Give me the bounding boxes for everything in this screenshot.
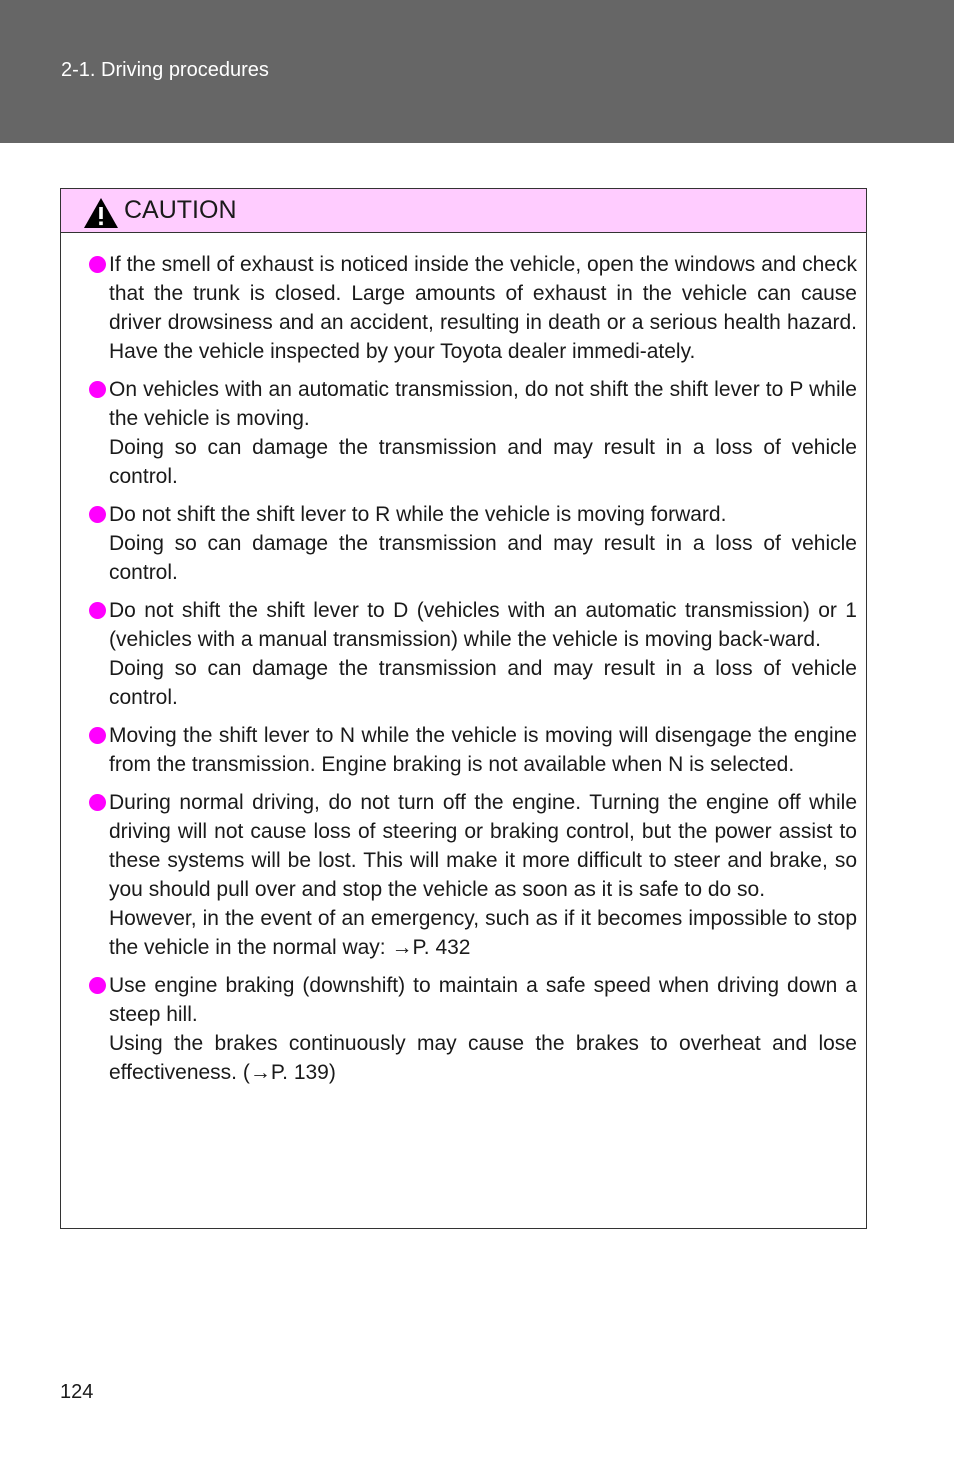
caution-list — [85, 250, 857, 1096]
caution-text: Using the brakes continuously may cause the brakes to overheat and lose effectiveness. (→P. 139) — [109, 1032, 857, 1084]
caution-item — [85, 788, 857, 962]
caution-item — [85, 375, 857, 491]
caution-text: Moving the shift lever to N while the vehicle is moving will disengage the engine from the transmission. Engine braking is not available when N is selected. — [109, 724, 857, 776]
caution-text: Use engine braking (downshift) to maintain a safe speed when driving down a steep hill. — [109, 974, 857, 1026]
bullet-dot-icon — [89, 381, 106, 398]
caution-text: Doing so can damage the transmission and may result in a loss of vehicle control. — [109, 657, 857, 709]
caution-item — [85, 971, 857, 1087]
caution-item — [85, 250, 857, 366]
caution-title: CAUTION — [124, 196, 237, 224]
bullet-dot-icon — [89, 256, 106, 273]
bullet-dot-icon — [89, 794, 106, 811]
caution-text: If the smell of exhaust is noticed inside the vehicle, open the windows and check that the trunk is closed. Large amounts of exhaust in the vehicle can cause driver drowsiness and an accident, resulting in death or a serious health hazard. Have the vehicle inspected by your Toyota dealer immedi-ately. — [109, 253, 857, 363]
caution-item — [85, 596, 857, 712]
page-number: 124 — [60, 1381, 94, 1403]
section-title: 2-1. Driving procedures — [61, 59, 269, 81]
warning-triangle-icon — [83, 197, 119, 229]
header-band — [0, 0, 954, 143]
caution-text: Do not shift the shift lever to D (vehicles with an automatic transmission) or 1 (vehicles with a manual transmission) while the vehicle is moving back-ward. — [109, 599, 857, 651]
caution-text: During normal driving, do not turn off the engine. Turning the engine off while driving will not cause loss of steering or braking control, but the power assist to these systems will be lost. This will make it more difficult to steer and brake, so you should pull over and stop the vehicle as soon as it is safe to do so. — [109, 791, 857, 901]
caution-text: Do not shift the shift lever to R while the vehicle is moving forward. — [109, 503, 727, 526]
bullet-dot-icon — [89, 727, 106, 744]
caution-text: On vehicles with an automatic transmission, do not shift the shift lever to P while the vehicle is moving. — [109, 378, 857, 430]
caution-header — [61, 189, 866, 233]
caution-text: Doing so can damage the transmission and may result in a loss of vehicle control. — [109, 532, 857, 584]
caution-text: Doing so can damage the transmission and may result in a loss of vehicle control. — [109, 436, 857, 488]
bullet-dot-icon — [89, 602, 106, 619]
bullet-dot-icon — [89, 506, 106, 523]
caution-text: However, in the event of an emergency, such as if it becomes impossible to stop the vehicle in the normal way: →P. 432 — [109, 907, 857, 959]
caution-box — [60, 188, 867, 1229]
caution-item — [85, 721, 857, 779]
bullet-dot-icon — [89, 977, 106, 994]
caution-item — [85, 500, 857, 587]
